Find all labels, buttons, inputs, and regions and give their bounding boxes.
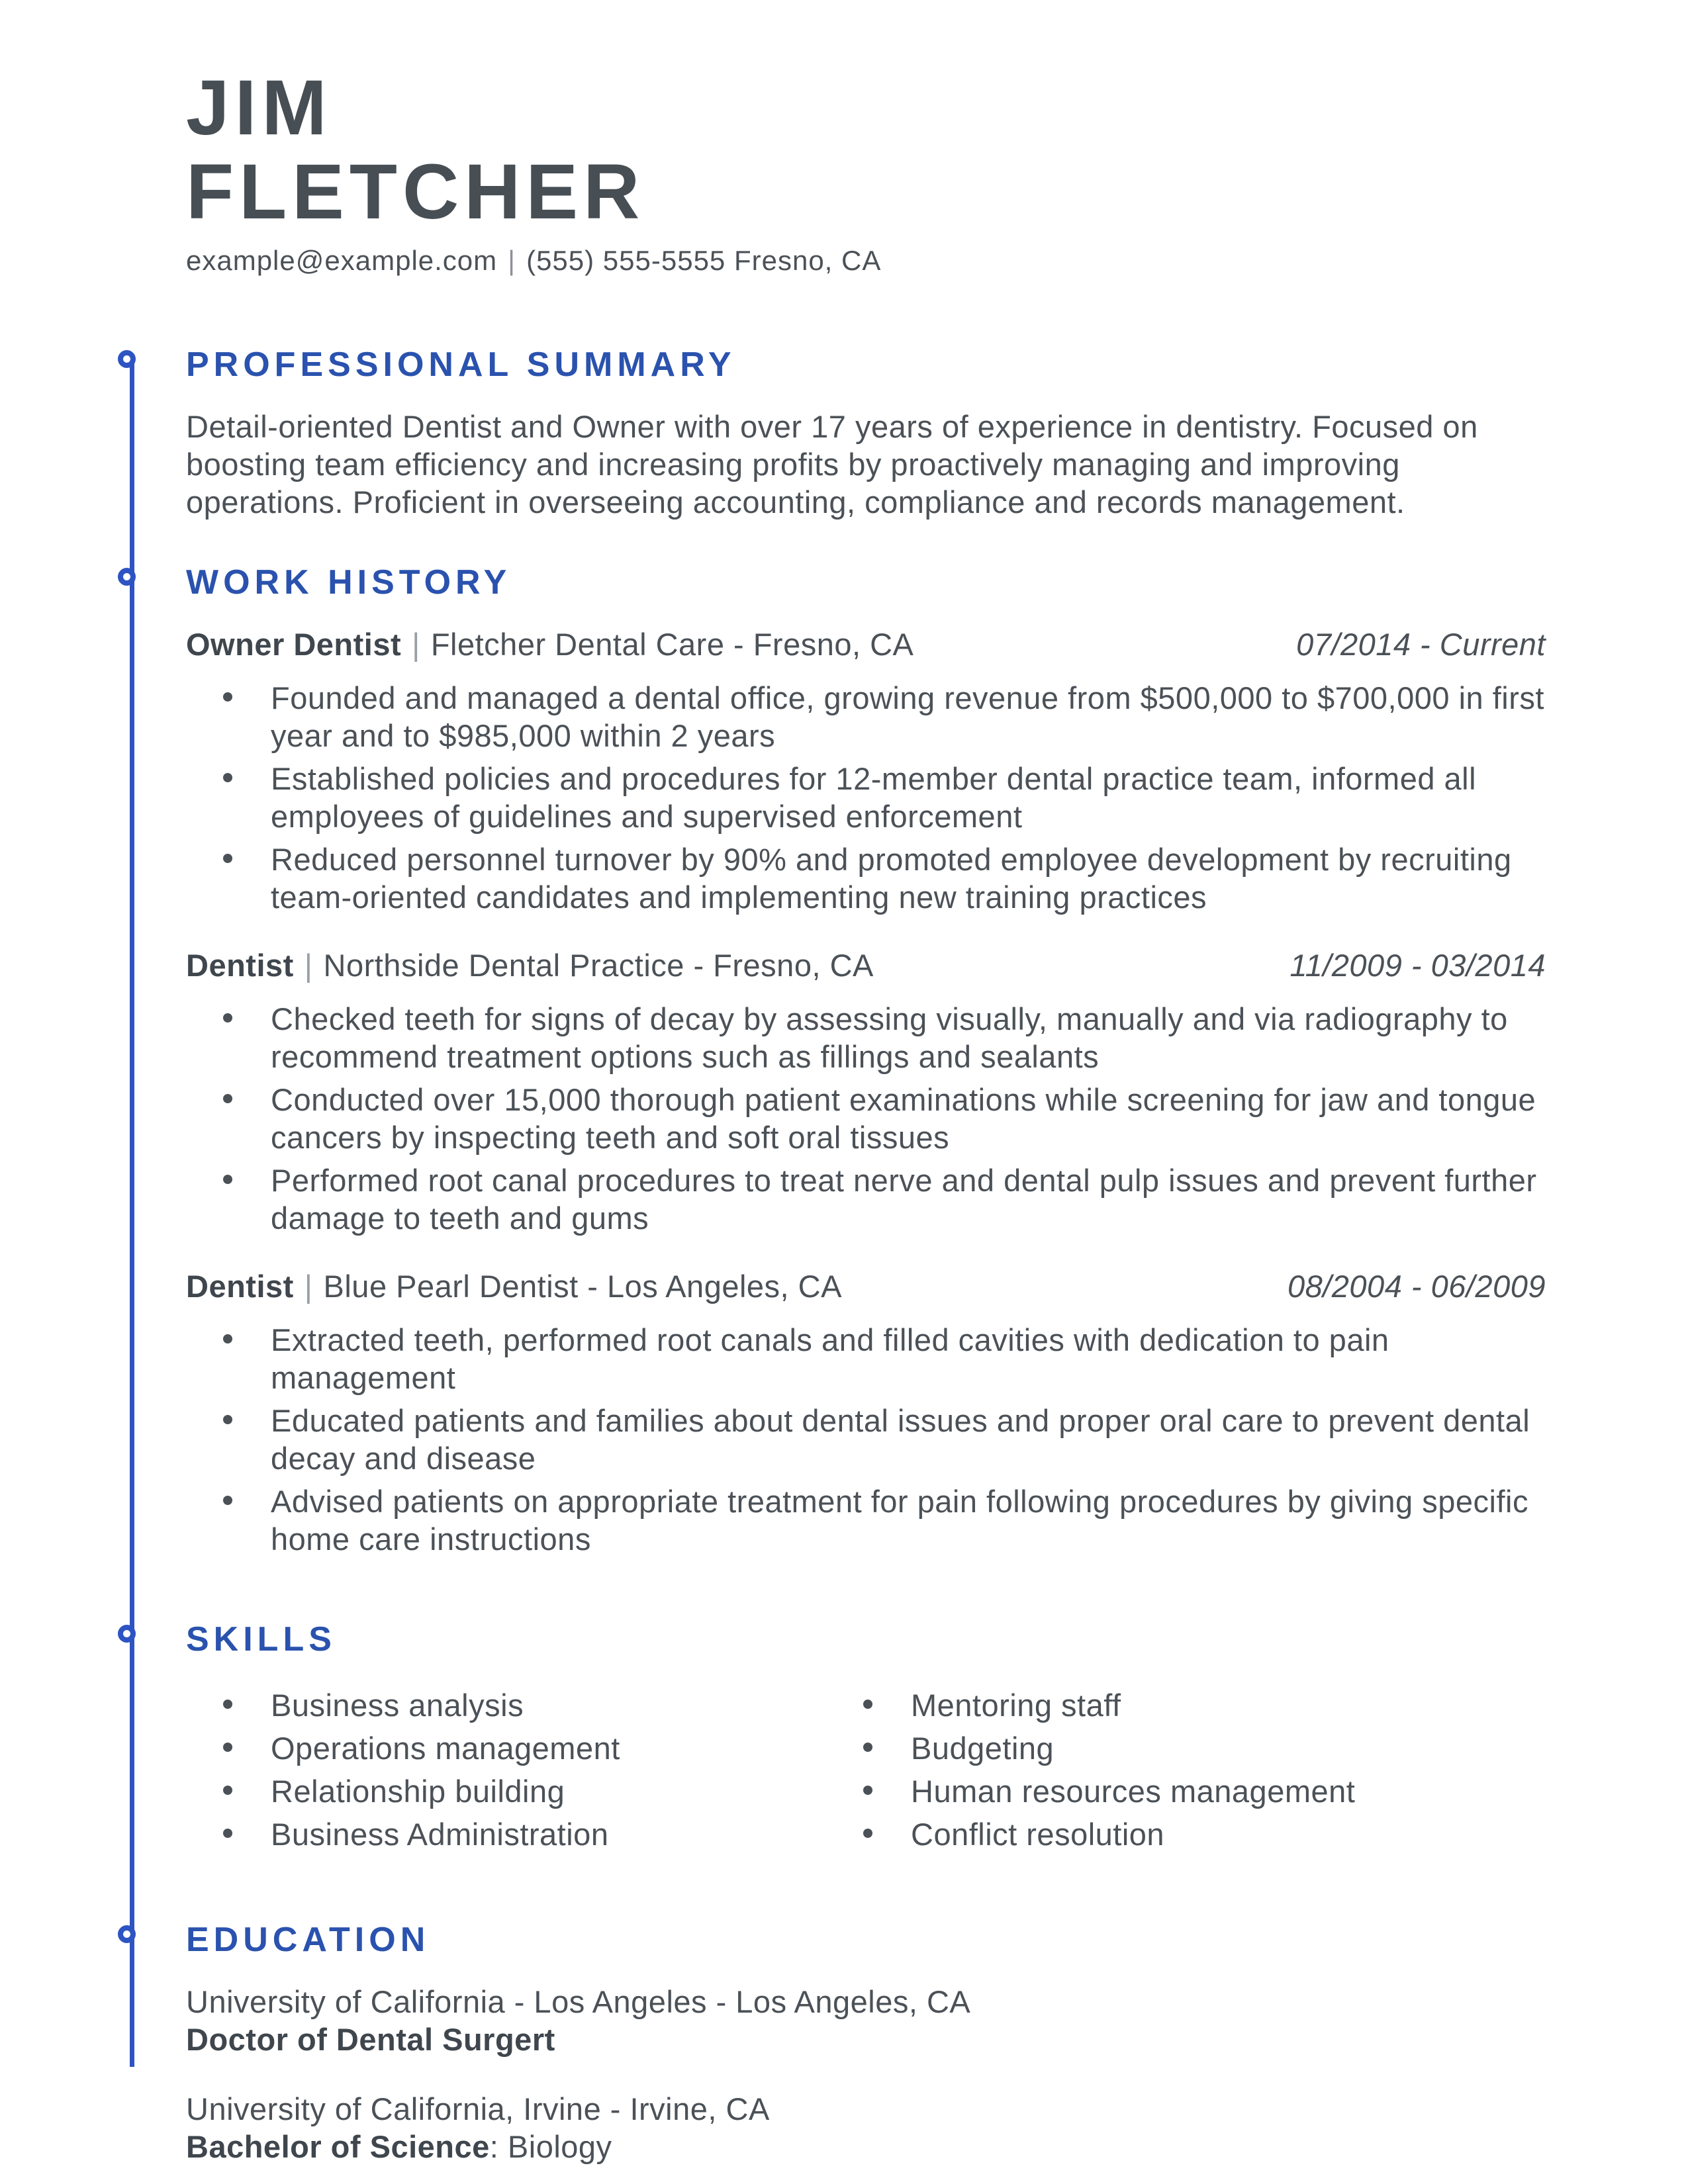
section-title-summary: PROFESSIONAL SUMMARY: [186, 345, 736, 384]
skill-item: Relationship building: [186, 1772, 826, 1810]
bullet-item: Educated patients and families about dental issues and proper oral care to prevent dental decay and disease: [186, 1402, 1546, 1477]
job-company: Fletcher Dental Care - Fresno, CA: [430, 627, 914, 662]
job-dates: 08/2004 - 06/2009: [1287, 1269, 1546, 1304]
section-title-work: WORK HISTORY: [186, 563, 512, 602]
job-dates: 07/2014 - Current: [1296, 627, 1546, 662]
bullet-item: Established policies and procedures for 12-member dental practice team, informed all employees of guidelines and supervised enforcement: [186, 760, 1546, 835]
job-company: Blue Pearl Dentist - Los Angeles, CA: [323, 1269, 842, 1304]
skill-item: Operations management: [186, 1729, 826, 1767]
skill-item: Human resources management: [826, 1772, 1546, 1810]
summary-paragraph: Detail-oriented Dentist and Owner with over 17 years of experience in dentistry. Focused on boosting team efficiency and increasing profits by proactively managing and improving operations. Proficient in overseeing accounting, compliance and records management.: [186, 409, 1478, 520]
bullet-item: Advised patients on appropriate treatment for pain following procedures by giving specific home care instructions: [186, 1482, 1546, 1558]
job-separator: |: [304, 1269, 313, 1304]
job-list: [186, 625, 1546, 1558]
name-last-line: FLETCHER: [186, 148, 645, 236]
section-education: [186, 1919, 1546, 2165]
job-entry: [186, 625, 1546, 916]
section-title-education: EDUCATION: [186, 1921, 430, 1959]
degree-line: [186, 2128, 1546, 2165]
bullet-item: Extracted teeth, performed root canals and filled cavities with dedication to pain management: [186, 1321, 1546, 1396]
skills-columns: [186, 1682, 1546, 1858]
timeline-node-icon: [118, 1925, 136, 1943]
timeline-line: [130, 363, 134, 2067]
job-title: Owner Dentist: [186, 627, 402, 662]
job-header: [186, 946, 1546, 984]
bullet-list: [186, 1000, 1546, 1237]
section-work-history: [186, 562, 1546, 1558]
degree-line: [186, 2021, 1546, 2058]
timeline-node-icon: [118, 350, 136, 368]
skills-column-left: [186, 1686, 826, 1858]
bullet-item: Conducted over 15,000 thorough patient examinations while screening for jaw and tongue cancers by inspecting teeth and soft oral tissues: [186, 1081, 1546, 1156]
email-text: example@example.com: [186, 245, 498, 276]
job-entry: [186, 1267, 1546, 1558]
job-separator: |: [412, 627, 420, 662]
bullet-list: [186, 1321, 1546, 1558]
job-header: [186, 625, 1546, 663]
school-name: University of California, Irvine - Irvine, CA: [186, 2091, 770, 2126]
bullet-item: Checked teeth for signs of decay by assessing visually, manually and via radiography to recommend treatment options such as fillings and sealants: [186, 1000, 1546, 1075]
contact-line: [186, 244, 1546, 278]
bullet-item: Performed root canal procedures to treat nerve and dental pulp issues and prevent further damage to teeth and gums: [186, 1161, 1546, 1237]
section-title-skills: SKILLS: [186, 1620, 336, 1659]
job-entry: [186, 946, 1546, 1237]
job-separator: |: [304, 948, 313, 983]
skill-item: Business analysis: [186, 1686, 826, 1724]
school-name: University of California - Los Angeles - Los Angeles, CA: [186, 1984, 971, 2019]
bullet-list: [186, 679, 1546, 916]
section-professional-summary: [186, 344, 1546, 521]
location-text: Fresno, CA: [733, 245, 882, 276]
skill-item: Mentoring staff: [826, 1686, 1546, 1724]
job-company: Northside Dental Practice - Fresno, CA: [323, 948, 874, 983]
phone-text: (555) 555-5555: [526, 245, 726, 276]
education-entry: [186, 2090, 1546, 2165]
job-header: [186, 1267, 1546, 1305]
skill-item: Business Administration: [186, 1815, 826, 1853]
job-dates: 11/2009 - 03/2014: [1289, 948, 1546, 983]
name-first-line: JIM: [186, 64, 332, 152]
bullet-item: Reduced personnel turnover by 90% and promoted employee development by recruiting team-oriented candidates and implementing new training practices: [186, 841, 1546, 916]
degree-detail: : Biology: [489, 2129, 612, 2164]
timeline-node-icon: [118, 1625, 136, 1643]
skill-item: Conflict resolution: [826, 1815, 1546, 1853]
degree-name: Bachelor of Science: [186, 2129, 490, 2164]
timeline-node-icon: [118, 568, 136, 586]
job-title: Dentist: [186, 1269, 294, 1304]
skills-column-right: [826, 1686, 1546, 1858]
skill-item: Budgeting: [826, 1729, 1546, 1767]
job-title: Dentist: [186, 948, 294, 983]
education-entry: [186, 1983, 1546, 2058]
candidate-name: [186, 66, 1546, 234]
contact-separator: |: [508, 245, 516, 276]
section-skills: [186, 1619, 1546, 1858]
bullet-item: Founded and managed a dental office, growing revenue from $500,000 to $700,000 in first year and to $985,000 within 2 years: [186, 679, 1546, 754]
degree-name: Doctor of Dental Surgert: [186, 2022, 555, 2057]
resume-header: [186, 66, 1546, 278]
